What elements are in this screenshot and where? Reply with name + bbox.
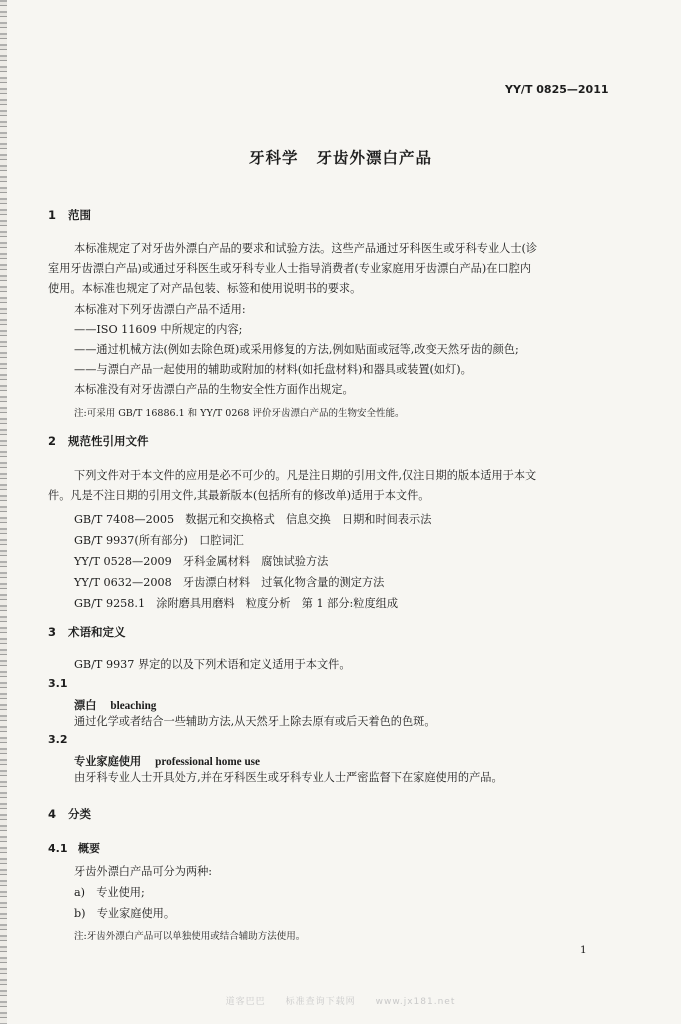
- list-item: ——通过机械方法(例如去除色斑)或采用修复的方法,例如贴面或冠等,改变天然牙齿的颜色;: [74, 343, 519, 356]
- section-number: 2: [48, 434, 57, 448]
- paragraph-line: 下列文件对于本文件的应用是必不可少的。凡是注日期的引用文件,仅注日期的版本适用于本文: [74, 469, 537, 482]
- page-number: 1: [580, 944, 587, 956]
- document-title: [0, 146, 681, 168]
- term-chinese: 专业家庭使用: [74, 755, 142, 768]
- section-number: 4: [48, 807, 57, 821]
- section-number: 1: [48, 208, 57, 222]
- section-title: 术语和定义: [68, 625, 126, 639]
- list-item: ——与漂白产品一起使用的辅助或附加的材料(如托盘材料)和器具或装置(如灯)。: [74, 363, 472, 376]
- paragraph-line: 本标准规定了对牙齿外漂白产品的要求和试验方法。这些产品通过牙科医生或牙科专业人士(诊: [74, 242, 538, 255]
- paragraph-line: 使用。本标准也规定了对产品包装、标签和使用说明书的要求。: [48, 282, 362, 295]
- note: 注:可采用 GB/T 16886.1 和 YY/T 0268 评价牙齿漂白产品的生物安全性能。: [74, 408, 405, 419]
- paragraph-line: 室用牙齿漂白产品)或通过牙科医生或牙科专业人士指导消费者(专业家庭用牙齿漂白产品)在口腔内: [48, 262, 531, 275]
- subsection-4-1-heading: [48, 840, 100, 856]
- section-1-heading: [48, 207, 91, 223]
- term-number: 3.1: [48, 677, 68, 690]
- term-definition: 由牙科专业人士开具处方,并在牙科医生或牙科专业人士严密监督下在家庭使用的产品。: [74, 771, 503, 784]
- reference-item: YY/T 0528—2009 牙科金属材料 腐蚀试验方法: [74, 555, 329, 568]
- standard-code: YY/T 0825—2011: [505, 83, 609, 96]
- list-item: ——ISO 11609 中所规定的内容;: [74, 323, 243, 336]
- reference-item: GB/T 9937(所有部分) 口腔词汇: [74, 534, 244, 547]
- list-item: a) 专业使用;: [74, 886, 145, 899]
- paragraph-line: 本标准对下列牙齿漂白产品不适用:: [74, 303, 246, 316]
- term-english: bleaching: [110, 700, 157, 712]
- section-2-heading: [48, 433, 149, 449]
- reference-item: GB/T 9258.1 涂附磨具用磨料 粒度分析 第 1 部分:粒度组成: [74, 597, 399, 610]
- section-title: 规范性引用文件: [68, 434, 149, 448]
- term-english: professional home use: [155, 756, 260, 768]
- term-entry: [74, 697, 156, 713]
- paragraph-line: 牙齿外漂白产品可分为两种:: [74, 865, 213, 878]
- term-entry: [74, 753, 260, 769]
- section-4-heading: [48, 806, 91, 822]
- section-title: 分类: [68, 807, 91, 821]
- reference-item: GB/T 7408—2005 数据元和交换格式 信息交换 日期和时间表示法: [74, 513, 432, 526]
- subsection-number: 4.1: [48, 842, 68, 855]
- watermark: 道客巴巴 标准查询下载网 www.jx181.net: [225, 997, 456, 1007]
- paragraph-line: GB/T 9937 界定的以及下列术语和定义适用于本文件。: [74, 658, 351, 671]
- section-title: 范围: [68, 208, 91, 222]
- title-part-2: 牙齿外漂白产品: [316, 149, 433, 167]
- section-number: 3: [48, 625, 57, 639]
- paragraph-line: 本标准没有对牙齿漂白产品的生物安全性方面作出规定。: [74, 383, 354, 396]
- term-definition: 通过化学或者结合一些辅助方法,从天然牙上除去原有或后天着色的色斑。: [74, 715, 436, 728]
- term-number: 3.2: [48, 733, 68, 746]
- note: 注:牙齿外漂白产品可以单独使用或结合辅助方法使用。: [74, 931, 306, 942]
- paragraph-line: 件。凡是不注日期的引用文件,其最新版本(包括所有的修改单)适用于本文件。: [48, 489, 430, 502]
- list-item: b) 专业家庭使用。: [74, 907, 176, 920]
- reference-item: YY/T 0632—2008 牙齿漂白材料 过氧化物含量的测定方法: [74, 576, 385, 589]
- title-part-1: 牙科学: [248, 149, 299, 167]
- term-chinese: 漂白: [74, 699, 97, 712]
- subsection-title: 概要: [78, 842, 100, 855]
- section-3-heading: [48, 624, 126, 640]
